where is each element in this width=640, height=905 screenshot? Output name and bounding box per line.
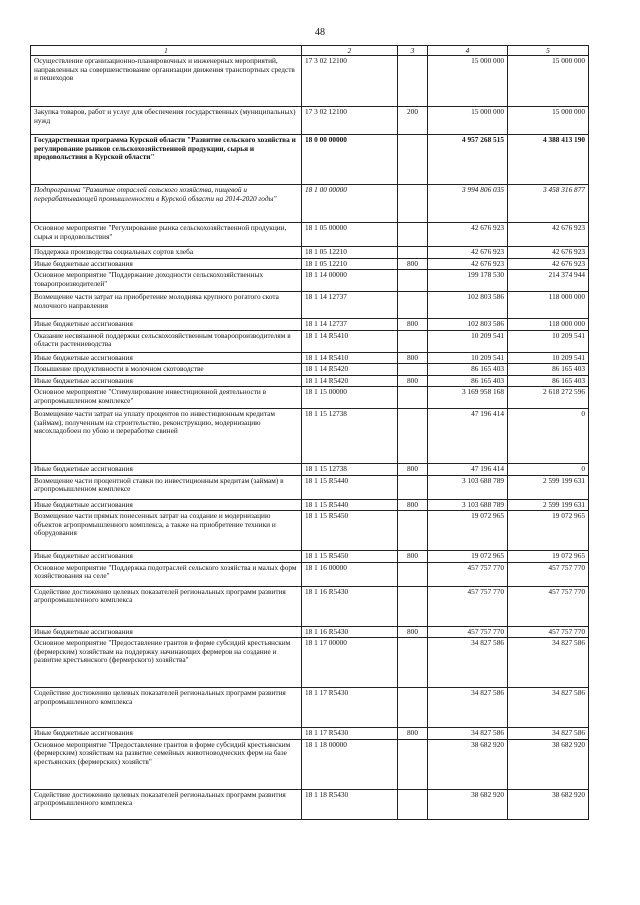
- row-amount-year2-cell: 214 374 944: [508, 270, 589, 292]
- row-amount-year1-cell: 102 803 586: [428, 319, 508, 331]
- table-row: [31, 728, 589, 740]
- row-name-cell: Иные бюджетные ассигнования: [31, 499, 302, 511]
- row-name-cell: Иные бюджетные ассигнования: [31, 551, 302, 563]
- row-amount-year2-cell: 4 388 413 190: [508, 135, 589, 185]
- table-row: [31, 409, 589, 464]
- row-amount-year2-cell: 3 458 316 877: [508, 185, 589, 223]
- row-amount-year1-cell: 10 209 541: [428, 352, 508, 364]
- table-row: [31, 387, 589, 409]
- row-code-cell: 18 0 00 00000: [302, 135, 398, 185]
- row-code-cell: 18 1 18 00000: [302, 739, 398, 789]
- row-code-cell: 18 1 14 R5410: [302, 330, 398, 352]
- row-expense-type-cell: [398, 364, 428, 376]
- table-row: [31, 638, 589, 688]
- row-amount-year1-cell: 34 827 586: [428, 728, 508, 740]
- row-amount-year1-cell: 199 178 530: [428, 270, 508, 292]
- row-name-cell: Возмещение части затрат на приобретение молодняка крупного рогатого скота молочного направления: [31, 292, 302, 319]
- column-header-1: 1: [31, 46, 302, 56]
- row-amount-year2-cell: 15 000 000: [508, 56, 589, 107]
- row-code-cell: 18 1 17 R5430: [302, 728, 398, 740]
- row-expense-type-cell: [398, 562, 428, 586]
- row-name-cell: Иные бюджетные ассигнования: [31, 728, 302, 740]
- row-expense-type-cell: [398, 270, 428, 292]
- row-amount-year2-cell: 10 209 541: [508, 330, 589, 352]
- column-header-4: 4: [428, 46, 508, 56]
- row-amount-year2-cell: 0: [508, 409, 589, 464]
- table-row: [31, 364, 589, 376]
- row-name-cell: Основное мероприятие "Поддержание доходности сельскохозяйственных товаропроизводителей": [31, 270, 302, 292]
- table-row: [31, 475, 589, 499]
- row-code-cell: 17 3 02 12100: [302, 56, 398, 107]
- row-amount-year2-cell: 2 599 199 631: [508, 475, 589, 499]
- row-expense-type-cell: [398, 586, 428, 626]
- row-expense-type-cell: [398, 638, 428, 688]
- row-expense-type-cell: 800: [398, 319, 428, 331]
- row-name-cell: Иные бюджетные ассигнования: [31, 352, 302, 364]
- row-name-cell: Основное мероприятие "Стимулирование инвестиционной деятельности в агропромышленном комплексе": [31, 387, 302, 409]
- row-amount-year2-cell: 42 676 923: [508, 247, 589, 259]
- column-header-2: 2: [302, 46, 398, 56]
- row-code-cell: 18 1 15 12738: [302, 409, 398, 464]
- row-code-cell: 18 1 14 12737: [302, 319, 398, 331]
- row-amount-year2-cell: 42 676 923: [508, 258, 589, 270]
- row-expense-type-cell: [398, 511, 428, 551]
- row-code-cell: 18 1 16 R5430: [302, 586, 398, 626]
- budget-table: [30, 45, 589, 820]
- row-code-cell: 18 1 05 12210: [302, 247, 398, 259]
- row-expense-type-cell: [398, 185, 428, 223]
- row-expense-type-cell: 800: [398, 551, 428, 563]
- row-amount-year1-cell: 10 209 541: [428, 330, 508, 352]
- row-amount-year2-cell: 0: [508, 464, 589, 476]
- row-expense-type-cell: 800: [398, 258, 428, 270]
- column-header-5: 5: [508, 46, 589, 56]
- table-body: [31, 56, 589, 820]
- row-amount-year2-cell: 15 000 000: [508, 107, 589, 135]
- row-amount-year2-cell: 118 000 000: [508, 292, 589, 319]
- table-row: [31, 107, 589, 135]
- row-amount-year1-cell: 86 165 403: [428, 364, 508, 376]
- table-row: [31, 464, 589, 476]
- row-name-cell: Оказание несвязанной поддержки сельскохозяйственным товаропроизводителям в области растениеводства: [31, 330, 302, 352]
- row-name-cell: Закупка товаров, работ и услуг для обеспечения государственных (муниципальных) нужд: [31, 107, 302, 135]
- row-amount-year2-cell: 38 682 920: [508, 739, 589, 789]
- row-code-cell: 18 1 05 00000: [302, 223, 398, 247]
- row-amount-year2-cell: 19 072 965: [508, 511, 589, 551]
- row-code-cell: 18 1 16 00000: [302, 562, 398, 586]
- row-amount-year1-cell: 47 196 414: [428, 409, 508, 464]
- row-name-cell: Иные бюджетные ассигнования: [31, 464, 302, 476]
- row-expense-type-cell: [398, 475, 428, 499]
- row-amount-year1-cell: 34 827 586: [428, 688, 508, 728]
- row-expense-type-cell: [398, 409, 428, 464]
- table-row: [31, 270, 589, 292]
- row-amount-year1-cell: 102 803 586: [428, 292, 508, 319]
- table-row: [31, 626, 589, 638]
- row-amount-year1-cell: 19 072 965: [428, 511, 508, 551]
- row-name-cell: Государственная программа Курской области "Развитие сельского хозяйства и регулирование рынков сельскохозяйственной продукции, сырья и продовольствия в Курской области": [31, 135, 302, 185]
- row-amount-year1-cell: 38 682 920: [428, 789, 508, 819]
- row-expense-type-cell: [398, 789, 428, 819]
- table-row: [31, 375, 589, 387]
- row-amount-year1-cell: 3 103 688 789: [428, 499, 508, 511]
- row-expense-type-cell: 800: [398, 728, 428, 740]
- row-code-cell: 18 1 14 R5420: [302, 364, 398, 376]
- row-amount-year2-cell: 38 682 920: [508, 789, 589, 819]
- row-amount-year1-cell: 457 757 770: [428, 562, 508, 586]
- row-amount-year2-cell: 86 165 403: [508, 375, 589, 387]
- column-header-3: 3: [398, 46, 428, 56]
- row-name-cell: Основное мероприятие "Регулирование рынка сельскохозяйственной продукции, сырья и продовольствия": [31, 223, 302, 247]
- row-name-cell: Содействие достижению целевых показателей региональных программ развития агропромышленного комплекса: [31, 586, 302, 626]
- row-expense-type-cell: [398, 387, 428, 409]
- table-row: [31, 511, 589, 551]
- row-code-cell: 18 1 15 R5440: [302, 499, 398, 511]
- row-amount-year1-cell: 38 682 920: [428, 739, 508, 789]
- table-row: [31, 247, 589, 259]
- row-name-cell: Иные бюджетные ассигнования: [31, 626, 302, 638]
- row-amount-year1-cell: 15 000 000: [428, 107, 508, 135]
- row-name-cell: Возмещение части прямых понесенных затрат на создание и модернизацию объектов агропромышленного комплекса, а также на приобретение техники и оборудования: [31, 511, 302, 551]
- row-name-cell: Осуществление организационно-планировочных и инженерных мероприятий, направленных на совершенствование организации движения транспортных средств и пешеходов: [31, 56, 302, 107]
- row-amount-year1-cell: 19 072 965: [428, 551, 508, 563]
- row-name-cell: Поддержка производства социальных сортов хлеба: [31, 247, 302, 259]
- row-amount-year1-cell: 3 994 806 035: [428, 185, 508, 223]
- table-row: [31, 789, 589, 819]
- row-amount-year1-cell: 457 757 770: [428, 626, 508, 638]
- table-row: [31, 258, 589, 270]
- row-name-cell: Иные бюджетные ассигнования: [31, 258, 302, 270]
- row-code-cell: 18 1 05 12210: [302, 258, 398, 270]
- row-code-cell: 18 1 18 R5430: [302, 789, 398, 819]
- row-amount-year2-cell: 2 618 272 596: [508, 387, 589, 409]
- column-number-row: [31, 46, 589, 56]
- row-amount-year1-cell: 34 827 586: [428, 638, 508, 688]
- row-code-cell: 18 1 15 12738: [302, 464, 398, 476]
- table-row: [31, 292, 589, 319]
- row-name-cell: Подпрограмма "Развитие отраслей сельского хозяйства, пищевой и перерабатывающей промышленности в Курской области на 2014-2020 годы": [31, 185, 302, 223]
- row-code-cell: 17 3 02 12100: [302, 107, 398, 135]
- row-code-cell: 18 1 17 00000: [302, 638, 398, 688]
- table-row: [31, 185, 589, 223]
- row-expense-type-cell: [398, 247, 428, 259]
- table-row: [31, 223, 589, 247]
- row-code-cell: 18 1 14 12737: [302, 292, 398, 319]
- row-expense-type-cell: [398, 688, 428, 728]
- row-amount-year1-cell: 47 196 414: [428, 464, 508, 476]
- table-row: [31, 551, 589, 563]
- row-amount-year2-cell: 457 757 770: [508, 586, 589, 626]
- row-expense-type-cell: [398, 56, 428, 107]
- row-expense-type-cell: 800: [398, 626, 428, 638]
- row-expense-type-cell: 800: [398, 464, 428, 476]
- table-row: [31, 330, 589, 352]
- row-expense-type-cell: [398, 223, 428, 247]
- row-code-cell: 18 1 14 R5410: [302, 352, 398, 364]
- row-expense-type-cell: 200: [398, 107, 428, 135]
- row-code-cell: 18 1 14 R5420: [302, 375, 398, 387]
- row-amount-year2-cell: 34 827 586: [508, 728, 589, 740]
- table-row: [31, 586, 589, 626]
- row-amount-year2-cell: 86 165 403: [508, 364, 589, 376]
- row-expense-type-cell: [398, 739, 428, 789]
- row-expense-type-cell: 800: [398, 352, 428, 364]
- table-row: [31, 135, 589, 185]
- row-amount-year1-cell: 42 676 923: [428, 258, 508, 270]
- row-amount-year1-cell: 42 676 923: [428, 223, 508, 247]
- table-row: [31, 688, 589, 728]
- row-amount-year2-cell: 42 676 923: [508, 223, 589, 247]
- row-code-cell: 18 1 15 R5450: [302, 551, 398, 563]
- row-expense-type-cell: [398, 330, 428, 352]
- row-amount-year1-cell: 457 757 770: [428, 586, 508, 626]
- row-expense-type-cell: 800: [398, 499, 428, 511]
- row-code-cell: 18 1 15 R5440: [302, 475, 398, 499]
- row-name-cell: Возмещение части процентной ставки по инвестиционным кредитам (займам) в агропромышленном комплексе: [31, 475, 302, 499]
- row-amount-year2-cell: 34 827 586: [508, 638, 589, 688]
- page-number: 48: [315, 27, 325, 38]
- row-code-cell: 18 1 14 00000: [302, 270, 398, 292]
- row-amount-year2-cell: 19 072 965: [508, 551, 589, 563]
- row-code-cell: 18 1 15 00000: [302, 387, 398, 409]
- row-amount-year2-cell: 457 757 770: [508, 626, 589, 638]
- table-row: [31, 319, 589, 331]
- row-name-cell: Основное мероприятие "Поддержка подотраслей сельского хозяйства и малых форм хозяйствования на селе": [31, 562, 302, 586]
- row-amount-year2-cell: 34 827 586: [508, 688, 589, 728]
- table-row: [31, 562, 589, 586]
- row-expense-type-cell: 800: [398, 375, 428, 387]
- row-name-cell: Возмещение части затрат на уплату процентов по инвестиционным кредитам (займам), полученным на строительство, реконструкцию, модернизацию мясохладобоен по убою и переработке свиней: [31, 409, 302, 464]
- row-amount-year2-cell: 2 599 199 631: [508, 499, 589, 511]
- row-name-cell: Содействие достижению целевых показателей региональных программ развития агропромышленного комплекса: [31, 688, 302, 728]
- table-row: [31, 352, 589, 364]
- row-expense-type-cell: [398, 292, 428, 319]
- row-amount-year1-cell: 42 676 923: [428, 247, 508, 259]
- row-name-cell: Иные бюджетные ассигнования: [31, 375, 302, 387]
- table-row: [31, 499, 589, 511]
- row-code-cell: 18 1 15 R5450: [302, 511, 398, 551]
- row-code-cell: 18 1 16 R5430: [302, 626, 398, 638]
- row-name-cell: Содействие достижению целевых показателей региональных программ развития агропромышленного комплекса: [31, 789, 302, 819]
- row-amount-year1-cell: 15 000 000: [428, 56, 508, 107]
- row-name-cell: Иные бюджетные ассигнования: [31, 319, 302, 331]
- row-amount-year2-cell: 457 757 770: [508, 562, 589, 586]
- row-amount-year1-cell: 86 165 403: [428, 375, 508, 387]
- row-amount-year1-cell: 3 103 688 789: [428, 475, 508, 499]
- row-name-cell: Основное мероприятие "Предоставление грантов в форме субсидий крестьянским (фермерским) хозяйствам на развитие семейных животноводческих ферм на базе крестьянских (фермерских) хозяйств": [31, 739, 302, 789]
- row-name-cell: Основное мероприятие "Предоставление грантов в форме субсидий крестьянским (фермерским) хозяйствам на поддержку начинающих фермеров на создание и развитие крестьянского (фермерского) хозяйства": [31, 638, 302, 688]
- table-row: [31, 739, 589, 789]
- row-name-cell: Повышение продуктивности в молочном скотоводстве: [31, 364, 302, 376]
- row-code-cell: 18 1 00 00000: [302, 185, 398, 223]
- row-code-cell: 18 1 17 R5430: [302, 688, 398, 728]
- row-amount-year1-cell: 3 169 958 168: [428, 387, 508, 409]
- row-expense-type-cell: [398, 135, 428, 185]
- row-amount-year1-cell: 4 957 268 515: [428, 135, 508, 185]
- row-amount-year2-cell: 10 209 541: [508, 352, 589, 364]
- table-row: [31, 56, 589, 107]
- row-amount-year2-cell: 118 000 000: [508, 319, 589, 331]
